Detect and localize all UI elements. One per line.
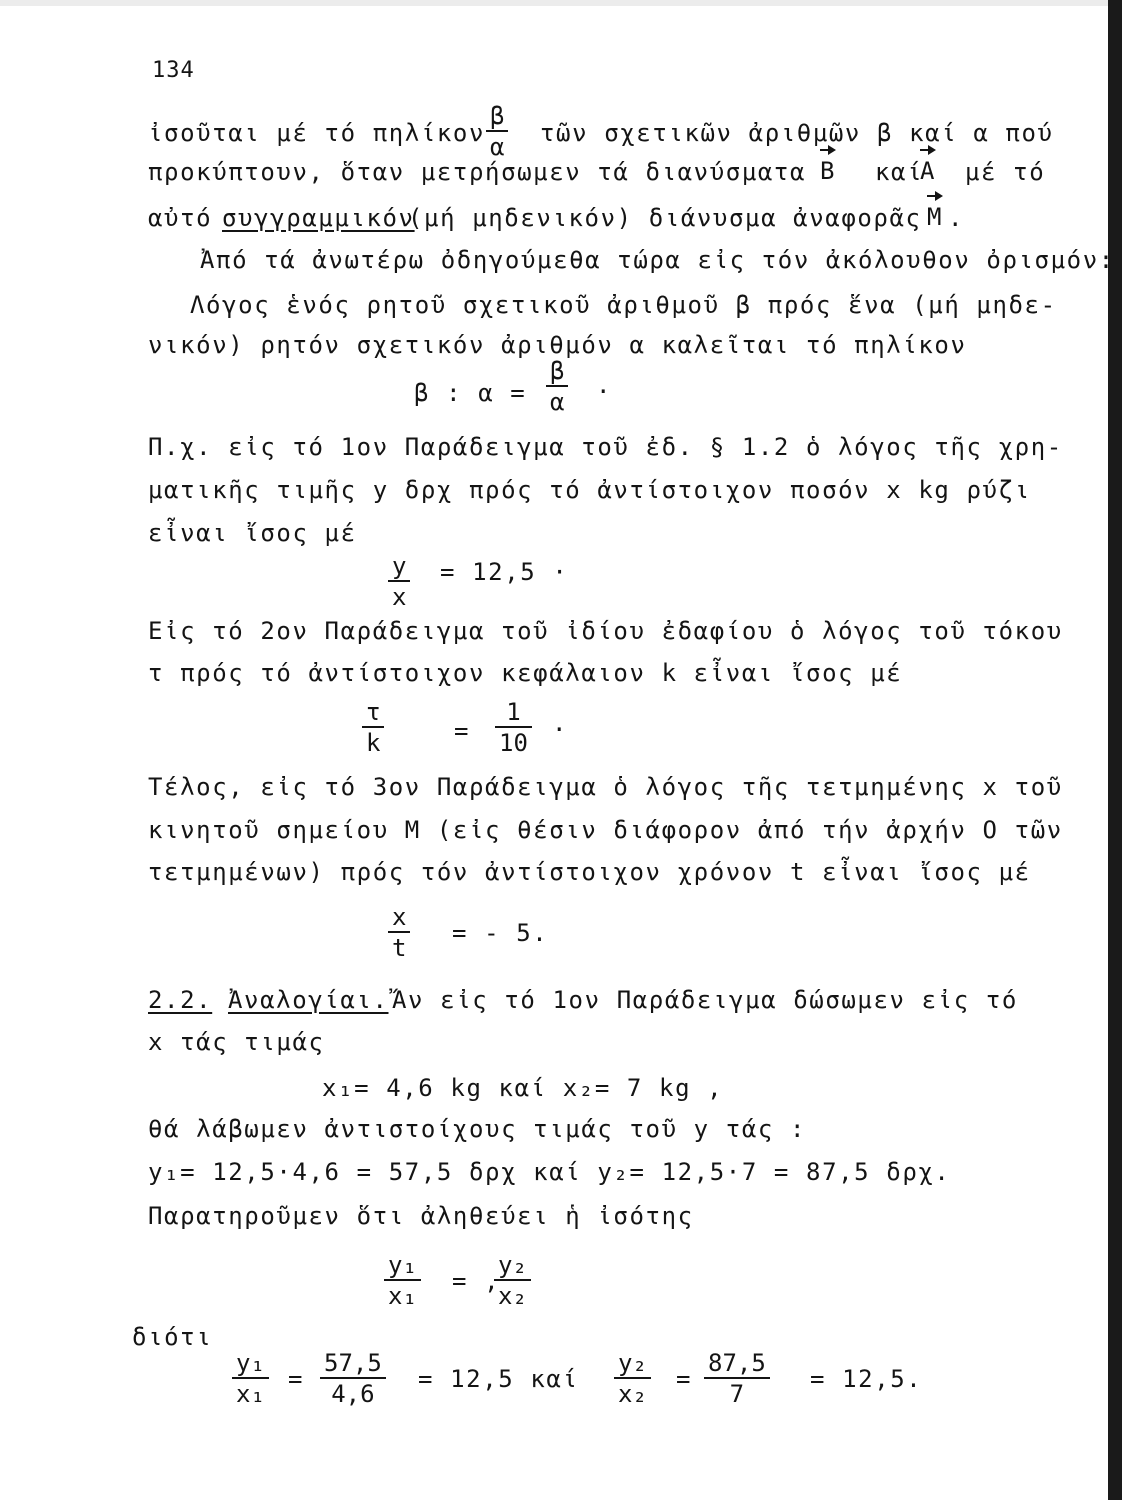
text-line: αὐτό — [148, 204, 213, 232]
text-line: εἶναι ἴσος μέ — [148, 519, 357, 547]
equation-text: = 12,5 · — [440, 558, 569, 586]
text-line: Παρατηροῦμεν ὅτι ἀληθεύει ἡ ἰσότης — [148, 1202, 694, 1230]
text-line: τῶν σχετικῶν ἀριθμῶν β καί α πού — [540, 119, 1054, 147]
text-line: κινητοῦ σημείου Μ (εἰς θέσιν διάφορον ἀπό τήν ἀρχήν Ο τῶν — [148, 816, 1063, 844]
period: . — [948, 204, 965, 232]
scan-edge — [1108, 0, 1122, 1500]
text-line: (μή μηδενικόν) διάνυσμα ἀναφορᾶς — [408, 204, 922, 232]
fraction-bar — [494, 1279, 531, 1281]
denominator: x₁ — [388, 1282, 417, 1310]
fraction-bar — [704, 1377, 770, 1379]
fraction-y1-over-x1 — [232, 1350, 269, 1407]
fraction-y2-over-x2 — [614, 1350, 651, 1407]
section-number: 2.2. — [148, 986, 213, 1014]
page-number: 134 — [152, 58, 195, 83]
fraction-one-over-ten — [495, 699, 532, 756]
denominator: 10 — [499, 729, 528, 757]
fraction-bar — [614, 1377, 651, 1379]
fraction-y1-over-x1 — [384, 1252, 421, 1309]
vector-arrow-icon — [920, 149, 934, 151]
denominator: x₂ — [618, 1380, 647, 1408]
fraction-bar — [388, 580, 410, 582]
period: . — [552, 709, 569, 737]
vector-arrow-icon — [820, 149, 834, 151]
text-line: Π.χ. εἰς τό 1ον Παράδειγμα τοῦ ἐδ. § 1.2 ὁ λόγος τῆς χρη- — [148, 433, 1063, 461]
text-line: προκύπτουν, ὅταν μετρήσωμεν τά διανύσματα — [148, 158, 807, 186]
page-shadow — [0, 0, 1108, 6]
text-line: Λόγος ἑνός ρητοῦ σχετικοῦ ἀριθμοῦ β πρός ἕνα (μή μηδε- — [190, 291, 1057, 319]
text-line: ἰσοῦται μέ τό πηλίκον — [148, 119, 486, 147]
text-line: Εἰς τό 2ον Παράδειγμα τοῦ ἰδίου ἐδαφίου ὁ λόγος τοῦ τόκου — [148, 617, 1063, 645]
equation-text: = — [676, 1365, 693, 1393]
denominator: 4,6 — [331, 1380, 375, 1408]
fraction-y2-over-x2 — [494, 1252, 531, 1309]
equation-text: = — [454, 717, 471, 745]
numerator: y₁ — [388, 1251, 417, 1279]
numerator: y — [392, 552, 407, 580]
numerator: y₂ — [618, 1349, 647, 1377]
numerator: β — [550, 357, 565, 385]
numerator: 57,5 — [324, 1349, 382, 1377]
vector-M — [927, 203, 941, 231]
fraction-tau-over-k — [362, 699, 384, 756]
fraction-bar — [320, 1377, 386, 1379]
fraction-87-5-over-7 — [704, 1350, 770, 1407]
fraction-bar — [384, 1279, 421, 1281]
text-line: μέ τό — [965, 158, 1046, 186]
numerator: y₁ — [236, 1349, 265, 1377]
vector-A — [920, 157, 934, 185]
text-line: x τάς τιμάς — [148, 1028, 325, 1056]
fraction-57-5-over-4-6 — [320, 1350, 386, 1407]
fraction-bar — [495, 726, 532, 728]
denominator: k — [366, 729, 381, 757]
text-line: ματικῆς τιμῆς y δρχ πρός τό ἀντίστοιχον ποσόν x kg ρύζι — [148, 476, 1031, 504]
equation-text: = 12,5. — [810, 1365, 923, 1393]
fraction-bar — [388, 931, 410, 933]
denominator: x — [392, 583, 407, 611]
fraction-bar — [486, 130, 508, 132]
text-line: νικόν) ρητόν σχετικόν ἀριθμόν α καλεῖται τό πηλίκον — [148, 331, 967, 359]
section-title: Ἀναλογίαι. — [228, 986, 389, 1014]
fraction-y-over-x — [388, 553, 410, 610]
text-line: Ἄν εἰς τό 1ον Παράδειγμα δώσωμεν εἰς τό — [392, 986, 1018, 1014]
underlined-term: συγγραμμικόν — [222, 204, 415, 232]
vector-label: B — [820, 157, 835, 185]
numerator: 1 — [506, 698, 521, 726]
denominator: x₁ — [236, 1380, 265, 1408]
vector-B — [820, 157, 834, 185]
vector-arrow-icon — [927, 195, 941, 197]
vector-label: M — [927, 203, 942, 231]
numerator: y₂ — [498, 1251, 527, 1279]
numerator: β — [490, 102, 505, 130]
text-line: τετμημένων) πρός τόν ἀντίστοιχον χρόνον t εἶναι ἴσος μέ — [148, 858, 1031, 886]
denominator: α — [550, 388, 565, 416]
text-line: διότι — [132, 1323, 213, 1351]
denominator: α — [490, 133, 505, 161]
equation-text: = — [288, 1365, 305, 1393]
equation-text: x₁= 4,6 kg καί x₂= 7 kg , — [322, 1074, 724, 1102]
equation-text: = - 5. — [452, 919, 549, 947]
equation-text: y₁= 12,5·4,6 = 57,5 δρχ καί y₂= 12,5·7 = 87,5 δρχ. — [148, 1158, 951, 1186]
numerator: τ — [366, 698, 381, 726]
fraction-beta-over-alpha — [486, 103, 508, 160]
numerator: 87,5 — [708, 1349, 766, 1377]
vector-label: A — [920, 157, 935, 185]
denominator: t — [392, 934, 407, 962]
fraction-x-over-t — [388, 904, 410, 961]
equation-text: = , — [452, 1267, 501, 1295]
fraction-bar — [232, 1377, 269, 1379]
equation-text: = 12,5 καί — [418, 1365, 579, 1393]
text-line: θά λάβωμεν ἀντιστοίχους τιμάς τοῦ y τάς : — [148, 1115, 807, 1143]
equation-text: β : α = — [414, 379, 527, 407]
fraction-bar — [362, 726, 384, 728]
text-line: Ἀπό τά ἀνωτέρω ὀδηγούμεθα τώρα εἰς τόν ἀκόλουθον ὀρισμόν: — [200, 246, 1115, 274]
text-line: καί — [875, 158, 924, 186]
fraction-bar — [546, 385, 568, 387]
period: . — [596, 371, 613, 399]
fraction-beta-over-alpha — [546, 358, 568, 415]
text-line: Τέλος, εἰς τό 3ον Παράδειγμα ὁ λόγος τῆς τετμημένης x τοῦ — [148, 773, 1063, 801]
numerator: x — [392, 903, 407, 931]
text-line: τ πρός τό ἀντίστοιχον κεφάλαιον k εἶναι ἴσος μέ — [148, 659, 903, 687]
denominator: x₂ — [498, 1282, 527, 1310]
denominator: 7 — [729, 1380, 745, 1408]
